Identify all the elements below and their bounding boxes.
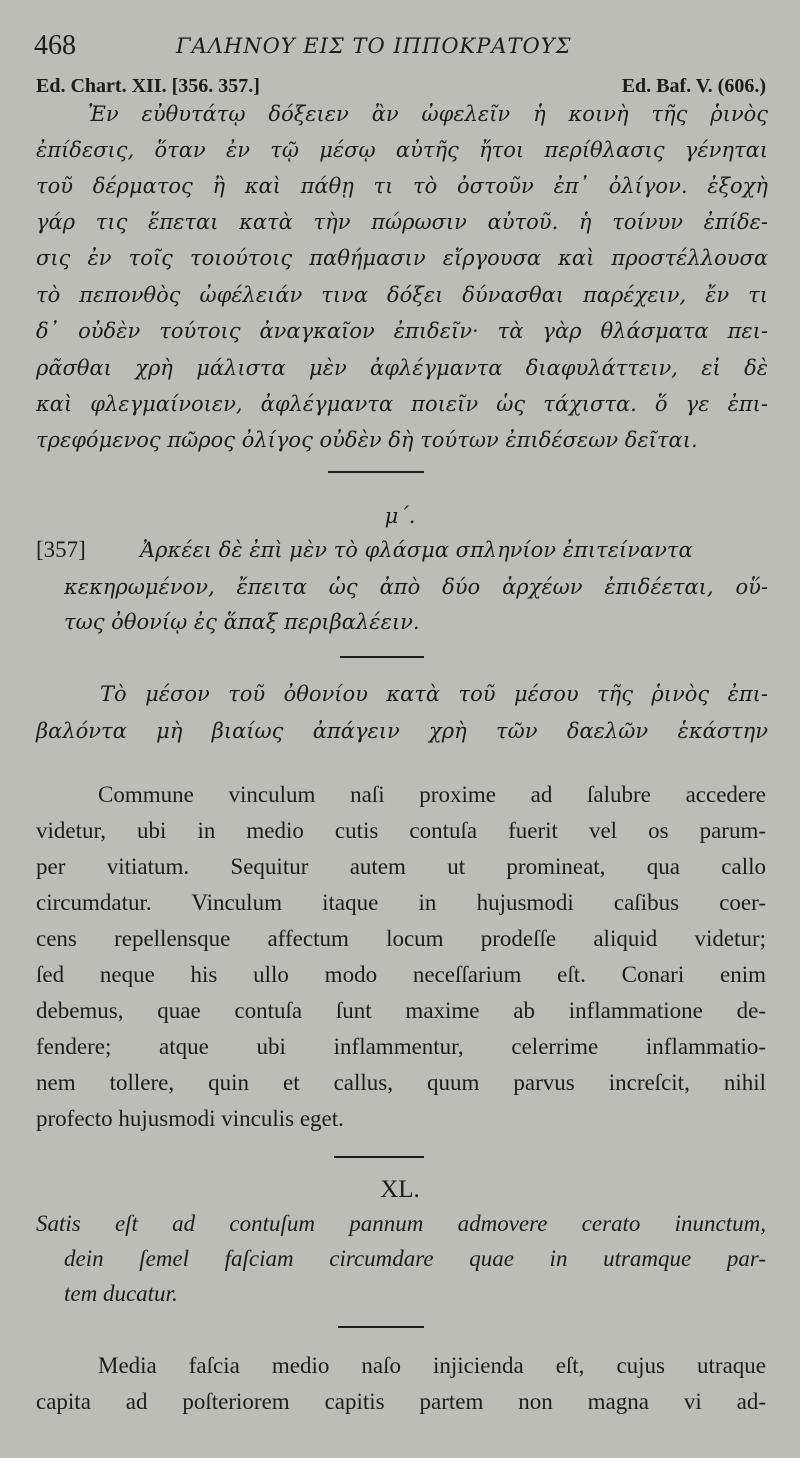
text-line: σις ἐν τοῖς τοιούτοις παθήμασιν εἴργουσα καὶ προστέλλουσα xyxy=(36,246,768,270)
bracket-reference: [357] xyxy=(36,537,86,562)
text-line: Ἀρκέει δὲ ἐπὶ μὲν τὸ φλάσμα σπληνίον ἐπιτείναντα xyxy=(140,538,693,562)
text-line: videtur, ubi in medio cutis contuſa fuerit vel os parum- xyxy=(36,818,766,843)
text-line: καὶ φλεγμαίνοιεν, ἀφλέγμαντα ποιεῖν ὡς τάχιστα. ὅ γε ἐπι- xyxy=(36,392,768,416)
running-title: ΓΑΛΗΝΟΥ ΕΙΣ ΤΟ ΙΠΠΟΚΡΑΤΟΥΣ xyxy=(176,34,572,58)
text-line: τὸ πεπονθὸς ὠφέλειάν τινα δόξει δύνασθαι παρέχειν, ἔν τι xyxy=(36,283,768,307)
text-line: τοῦ δέρματος ἢ καὶ πάθῃ τι τὸ ὀστοῦν ἐπ᾽ ὀλίγον. ἐξοχὴ xyxy=(36,174,768,198)
section-numeral-greek: μ΄. xyxy=(384,504,416,528)
text-line: per vitiatum. Sequitur autem ut promineat, qua callo xyxy=(36,854,766,879)
text-line: ſed neque his ullo modo neceſſarium eſt. Conari enim xyxy=(36,962,766,987)
text-line: fendere; atque ubi inflammentur, celerrime inflammatio- xyxy=(36,1034,766,1059)
text-line: capita ad poſteriorem capitis partem non magna vi ad- xyxy=(36,1389,766,1414)
text-line: Commune vinculum naſi proxime ad ſalubre accedere xyxy=(98,782,766,807)
text-line: κεκηρωμένον, ἔπειτα ὡς ἀπὸ δύο ἀρχέων ἐπιδέεται, οὕ- xyxy=(64,575,768,599)
divider-rule xyxy=(338,1326,424,1328)
text-line: δ᾽ οὐδὲν τούτοις ἀναγκαῖον ἐπιδεῖν· τὰ γὰρ θλάσματα πει- xyxy=(36,319,768,343)
text-line: τρεφόμενος πῶρος ὀλίγος οὐδὲν δὴ τούτων ἐπιδέσεων δεῖται. xyxy=(36,428,698,452)
divider-rule xyxy=(334,1156,424,1158)
page-number: 468 xyxy=(34,30,76,61)
text-line: Media faſcia medio naſo injicienda eſt, cujus utraque xyxy=(98,1353,766,1378)
text-line: τως ὀθονίῳ ἐς ἅπαξ περιβαλέειν. xyxy=(64,610,420,634)
text-line: cens repellensque affectum locum prodeſſe aliquid videtur; xyxy=(36,926,766,951)
edition-left: Ed. Chart. XII. [356. 357.] xyxy=(36,75,260,97)
text-line: ἐπίδεσις, ὅταν ἐν τῷ μέσῳ αὐτῆς ἤτοι περίθλασις γένηται xyxy=(36,138,768,162)
divider-rule xyxy=(328,471,424,473)
text-line: Τὸ μέσον τοῦ ὀθονίου κατὰ τοῦ μέσου τῆς ῥινὸς ἐπι- xyxy=(100,682,768,706)
section-numeral-roman: XL. xyxy=(380,1176,420,1203)
text-line: dein ſemel faſciam circumdare quae in utramque par- xyxy=(64,1246,766,1271)
text-line: debemus, quae contuſa ſunt maxime ab inflammatione de- xyxy=(36,998,766,1023)
edition-right: Ed. Baf. V. (606.) xyxy=(621,75,766,97)
divider-rule xyxy=(340,656,424,658)
page-header xyxy=(0,28,800,64)
text-line: Ἐν εὐθυτάτῳ δόξειεν ἂν ὠφελεῖν ἡ κοινὴ τῆς ῥινὸς xyxy=(88,102,768,126)
text-line: ρᾶσθαι χρὴ μάλιστα μὲν ἀφλέγμαντα διαφυλάττειν, εἰ δὲ xyxy=(36,356,768,380)
text-line: Satis eſt ad contuſum pannum admovere cerato inunctum, xyxy=(36,1211,766,1236)
text-line: βαλόντα μὴ βιαίως ἀπάγειν χρὴ τῶν δαελῶν ἑκάστην xyxy=(36,719,768,743)
text-line: profecto hujusmodi vinculis eget. xyxy=(36,1106,344,1131)
text-line: tem ducatur. xyxy=(64,1281,178,1306)
text-line: nem tollere, quin et callus, quum parvus increſcit, nihil xyxy=(36,1070,766,1095)
text-line: circumdatur. Vinculum itaque in hujusmodi caſibus coer- xyxy=(36,890,766,915)
greek-lemma-line-1 xyxy=(0,532,800,568)
text-line: γάρ τις ἕπεται κατὰ τὴν πώρωσιν αὐτοῦ. ἡ τοίνυν ἐπίδε- xyxy=(36,210,768,234)
